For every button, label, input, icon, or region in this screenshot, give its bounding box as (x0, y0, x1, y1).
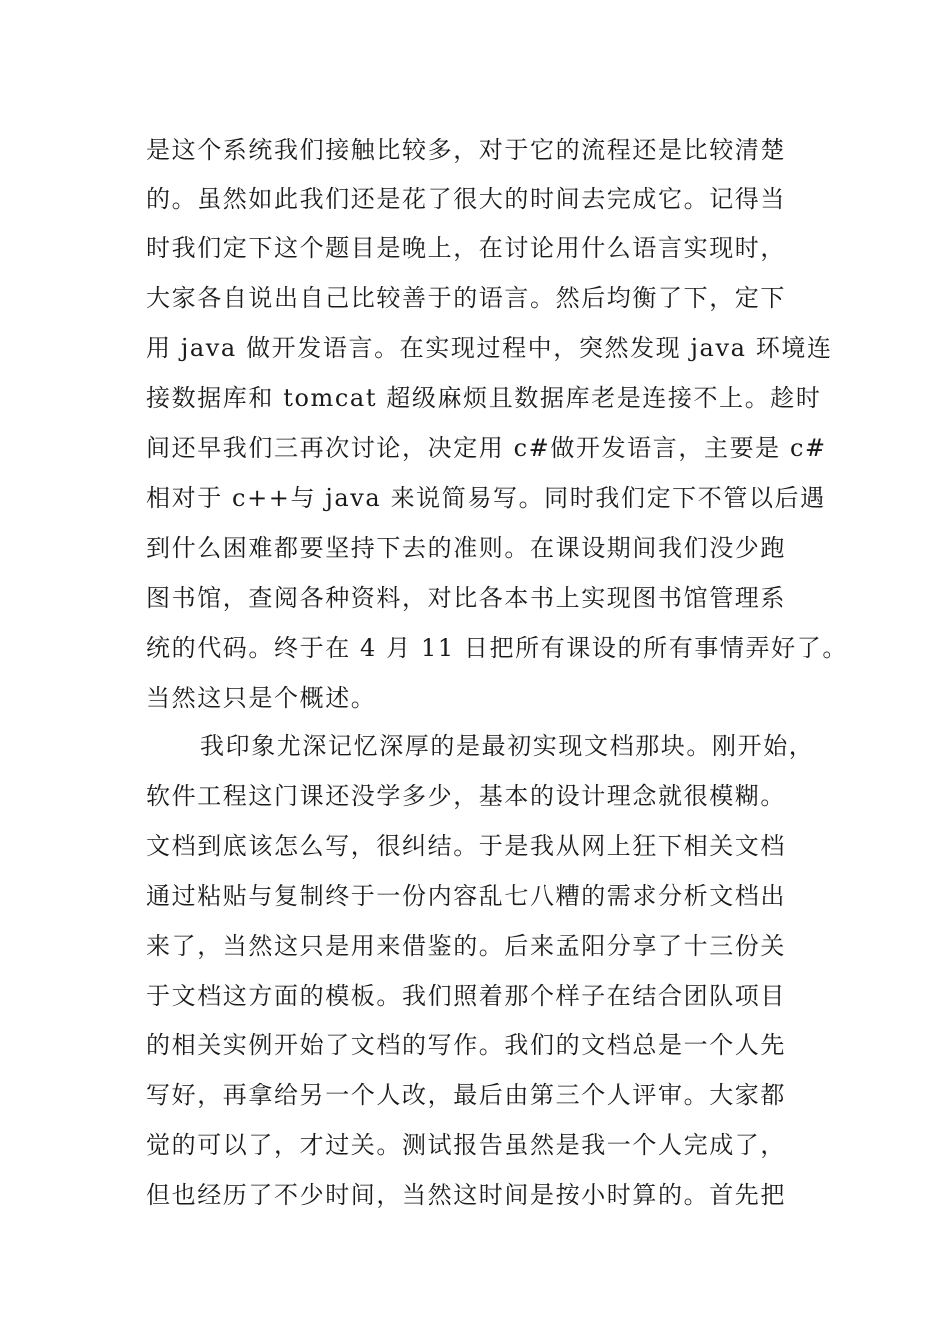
paragraph-2-line-9: 觉的可以了，才过关。测试报告虽然是我一个人完成了， (146, 1131, 786, 1159)
paragraph-2-line-1: 我印象尤深记忆深厚的是最初实现文档那块。刚开始， (200, 732, 815, 760)
paragraph-2-line-6: 于文档这方面的模板。我们照着那个样子在结合团队项目 (146, 982, 786, 1010)
paragraph-2-line-10: 但也经历了不少时间，当然这时间是按小时算的。首先把 (146, 1181, 786, 1209)
paragraph-2-line-3: 文档到底该怎么写，很纠结。于是我从网上狂下相关文档 (146, 832, 786, 860)
paragraph-1-line-4: 大家各自说出自己比较善于的语言。然后均衡了下，定下 (146, 284, 786, 312)
paragraph-2-line-8: 写好，再拿给另一个人改，最后由第三个人评审。大家都 (146, 1081, 786, 1109)
paragraph-2-line-7: 的相关实例开始了文档的写作。我们的文档总是一个人先 (146, 1031, 786, 1059)
paragraph-1-line-11: 统的代码。终于在 4 月 11 日把所有课设的所有事情弄好了。 (146, 634, 848, 662)
paragraph-1-line-9: 到什么困难都要坚持下去的准则。在课设期间我们没少跑 (146, 534, 786, 562)
paragraph-1-line-5: 用 java 做开发语言。在实现过程中，突然发现 java 环境连 (146, 334, 833, 362)
paragraph-2-line-4: 通过粘贴与复制终于一份内容乱七八糟的需求分析文档出 (146, 882, 786, 910)
paragraph-1-line-3: 时我们定下这个题目是晚上，在讨论用什么语言实现时， (146, 234, 786, 262)
paragraph-1-line-2: 的。虽然如此我们还是花了很大的时间去完成它。记得当 (146, 185, 786, 213)
paragraph-1-line-7: 间还早我们三再次讨论，决定用 c#做开发语言，主要是 c# (146, 434, 827, 462)
paragraph-1-line-8: 相对于 c++与 java 来说简易写。同时我们定下不管以后遇 (146, 484, 826, 512)
paragraph-2-line-2: 软件工程这门课还没学多少，基本的设计理念就很模糊。 (146, 782, 786, 810)
paragraph-2-line-5: 来了，当然这只是用来借鉴的。后来孟阳分享了十三份关 (146, 932, 786, 960)
paragraph-1-line-1: 是这个系统我们接触比较多，对于它的流程还是比较清楚 (146, 136, 786, 164)
paragraph-1-line-6: 接数据库和 tomcat 超级麻烦且数据库老是连接不上。趁时 (146, 384, 822, 412)
paragraph-1-line-12: 当然这只是个概述。 (146, 684, 377, 712)
paragraph-1-line-10: 图书馆，查阅各种资料，对比各本书上实现图书馆管理系 (146, 584, 786, 612)
